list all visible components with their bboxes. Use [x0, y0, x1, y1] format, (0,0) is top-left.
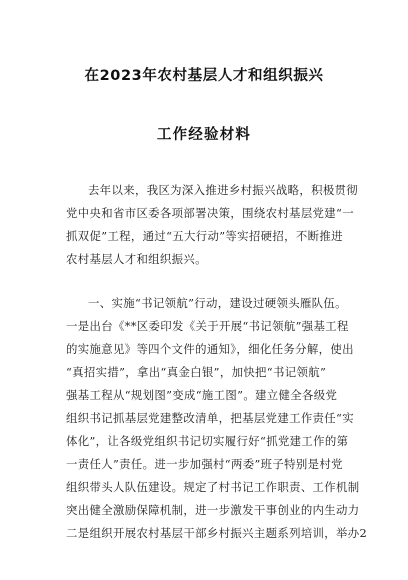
paragraph-2-line-9: 突出健全激励保障机制，进一步激发干事创业的内生动力 — [66, 503, 360, 517]
paragraph-2-line-10: 二是组织开展农村基层干部乡村振兴主题系列培训，举办2 — [66, 526, 368, 540]
paragraph-1-line-2: 党中央和省市区委各项部署决策，围绕农村基层党建“一 — [66, 206, 354, 220]
paragraph-2-line-8: 组织带头人队伍建设。规定了村书记工作职责、工作机制 — [66, 480, 360, 494]
paragraph-1-line-4: 农村基层人才和组织振兴。 — [66, 252, 207, 266]
document-title-line-2: 工作经验材料 — [156, 127, 252, 143]
paragraph-1-line-1: 去年以来，我区为深入推进乡村振兴战略，积极贯彻 — [88, 183, 359, 197]
section-1-heading: 一、实施“书记领航”行动，建设过硬领头雁队伍。 — [88, 296, 347, 310]
paragraph-2-line-7: 一责任人”责任。进一步加强村“两委”班子特别是村党 — [66, 457, 343, 471]
paragraph-2-line-1: 一是出台《**区委印发《关于开展“书记领航”强基工程 — [66, 319, 349, 333]
paragraph-1-line-3: 抓双促”工程，通过“五大行动”等实招硬招，不断推进 — [66, 229, 343, 243]
paragraph-2-line-6: 体化”，让各级党组织书记切实履行好“抓党建工作的第 — [66, 434, 349, 448]
paragraph-2-line-2: 的实施意见》等四个文件的通知》，细化任务分解，使出 — [66, 342, 354, 356]
paragraph-2-line-4: 强基工程从“规划图”变成“施工图”。建立健全各级党 — [66, 388, 338, 402]
paragraph-2-line-5: 组织书记抓基层党建整改清单，把基层党建工作责任“实 — [66, 411, 354, 425]
document-title-line-1: 在2023年农村基层人才和组织振兴 — [84, 68, 324, 84]
paragraph-2-line-3: “真招实措”，拿出“真金白银”，加快把“书记领航” — [66, 365, 327, 379]
